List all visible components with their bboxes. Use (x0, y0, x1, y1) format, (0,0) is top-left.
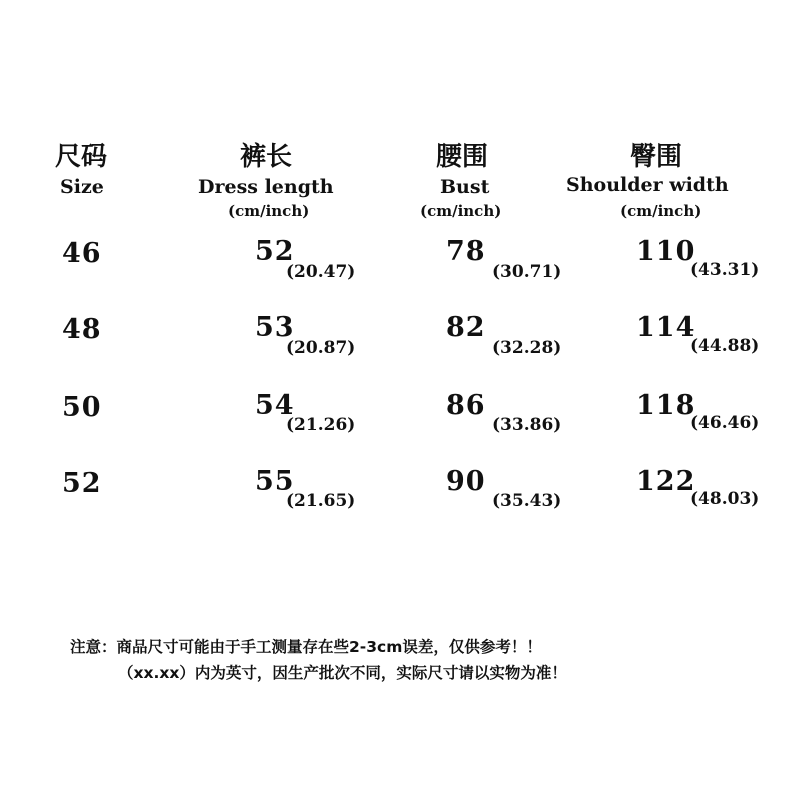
shoulder-inch-value: (43.31) (690, 260, 760, 280)
shoulder-header-en: Shoulder width (566, 174, 729, 196)
shoulder-inch-value: (44.88) (690, 336, 760, 356)
shoulder-inch-value: (48.03) (690, 489, 760, 509)
length-header-zh: 裤长 (240, 142, 293, 172)
bust-cm-value: 78 (446, 236, 486, 267)
bust-inch-value: (32.28) (492, 338, 562, 358)
length-cm-value: 55 (255, 466, 295, 497)
length-inch-value: (20.47) (286, 262, 356, 282)
shoulder-cm-value: 118 (636, 390, 696, 421)
shoulder-cm-value: 114 (636, 312, 696, 343)
length-inch-value: (21.26) (286, 415, 356, 435)
length-cm-value: 52 (255, 236, 295, 267)
shoulder-header-zh: 臀围 (630, 142, 683, 172)
bust-inch-value: (35.43) (492, 491, 562, 511)
length-cm-value: 53 (255, 312, 295, 343)
size-value: 52 (62, 468, 102, 499)
note-line-1: 注意：商品尺寸可能由于手工测量存在些2-3cm误差，仅供参考！！ (70, 638, 542, 656)
length-inch-value: (20.87) (286, 338, 356, 358)
size-header-en: Size (60, 176, 104, 198)
size-header-zh: 尺码 (55, 142, 108, 172)
bust-header-zh: 腰围 (436, 142, 489, 172)
length-inch-value: (21.65) (286, 491, 356, 511)
bust-cm-value: 82 (446, 312, 486, 343)
shoulder-cm-value: 110 (636, 236, 696, 267)
size-value: 46 (62, 238, 102, 269)
length-header-unit: (cm/inch) (228, 202, 310, 220)
size-value: 48 (62, 314, 102, 345)
size-value: 50 (62, 392, 102, 423)
length-cm-value: 54 (255, 390, 295, 421)
note-line-2: （xx.xx）内为英寸，因生产批次不同，实际尺寸请以实物为准！ (118, 664, 567, 682)
bust-inch-value: (33.86) (492, 415, 562, 435)
bust-header-en: Bust (440, 176, 490, 198)
bust-inch-value: (30.71) (492, 262, 562, 282)
bust-header-unit: (cm/inch) (420, 202, 502, 220)
shoulder-cm-value: 122 (636, 466, 696, 497)
shoulder-header-unit: (cm/inch) (620, 202, 702, 220)
shoulder-inch-value: (46.46) (690, 413, 760, 433)
bust-cm-value: 90 (446, 466, 486, 497)
length-header-en: Dress length (198, 176, 334, 198)
bust-cm-value: 86 (446, 390, 486, 421)
